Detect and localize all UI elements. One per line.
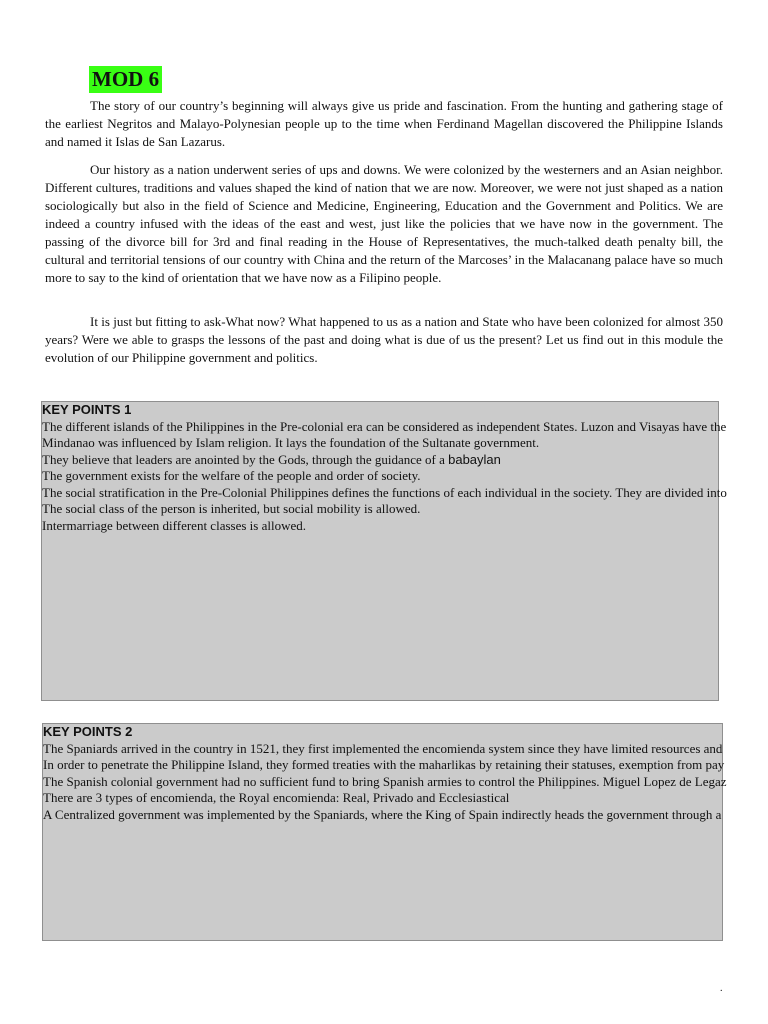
key-point-line: There are 3 types of encomienda, the Royal encomienda: Real, Privado and Ecclesiastical: [43, 790, 510, 805]
footer-mark: .: [720, 983, 723, 994]
key-points-2-content: [43, 724, 727, 823]
key-point-line: The government exists for the welfare of the people and order of society.: [42, 468, 421, 483]
intro-paragraph-1: The story of our country’s beginning will always give us pride and fascination. From the hunting and gathering stage of the earliest Negritos and Malayo-Polynesian people up to the time when Ferdinand Magellan discovered the Philippine Islands and named it Islas de San Lazarus.: [45, 98, 723, 149]
module-title: MOD 6: [89, 66, 162, 93]
intro-paragraph-2: Our history as a nation underwent series of ups and downs. We were colonized by the westerners and an Asian neighbor. Different cultures, traditions and values shaped the kind of nation that we are now. Moreover, we were not just shaped as a nation sociologically but also in the field of Science and Medicine, Engineering, Education and the Government and Politics. We are indeed a country infused with the ideas of the east and west, just like the policies that we have now in the government. The passing of the divorce bill for 3rd and final reading in the House of Representatives, the much-talked death penalty bill, the cultural and territorial tensions of our country with China and the return of the Marcoses’ in the Malacanang palace have so much more to say to the kind of orientation that we have now as a Filipino people.: [45, 162, 723, 285]
key-point-line: The Spanish colonial government had no sufficient fund to bring Spanish armies to control the Philippines. Miguel Lopez de Legaz: [43, 773, 727, 789]
key-points-1-content: [42, 402, 727, 534]
key-points-1-heading: KEY POINTS 1: [42, 402, 132, 417]
key-point-line: The social stratification in the Pre-Colonial Philippines defines the functions of each individual in the society. They are divided into: [42, 484, 727, 500]
key-point-line: [42, 452, 727, 469]
key-point-text: They believe that leaders are anointed by the Gods, through the guidance of a: [42, 451, 445, 467]
key-points-2-heading: KEY POINTS 2: [43, 724, 133, 739]
key-point-line: A Centralized government was implemented by the Spaniards, where the King of Spain indirectly heads the government through a: [43, 806, 722, 822]
key-point-line: Intermarriage between different classes is allowed.: [42, 517, 306, 533]
intro-paragraph-3: It is just but fitting to ask-What now? What happened to us as a nation and State who have been colonized for almost 350 years? Were we able to grasps the lessons of the past and doing what is due of us the present? Let us find out in this module the evolution of our Philippine government and politics.: [45, 314, 723, 365]
babaylan-term: babaylan: [448, 451, 501, 467]
key-point-line: The Spaniards arrived in the country in 1521, they first implemented the encomienda system since they have limited resources and: [43, 740, 723, 756]
key-point-line: The social class of the person is inherited, but social mobility is allowed.: [42, 501, 421, 516]
key-point-line: In order to penetrate the Philippine Island, they formed treaties with the maharlikas by retaining their statuses, exemption from pay: [43, 757, 725, 772]
key-point-line: Mindanao was influenced by Islam religion. It lays the foundation of the Sultanate government.: [42, 435, 540, 450]
key-point-line: The different islands of the Philippines in the Pre-colonial era can be considered as independent States. Luzon and Visayas have the: [42, 418, 727, 434]
